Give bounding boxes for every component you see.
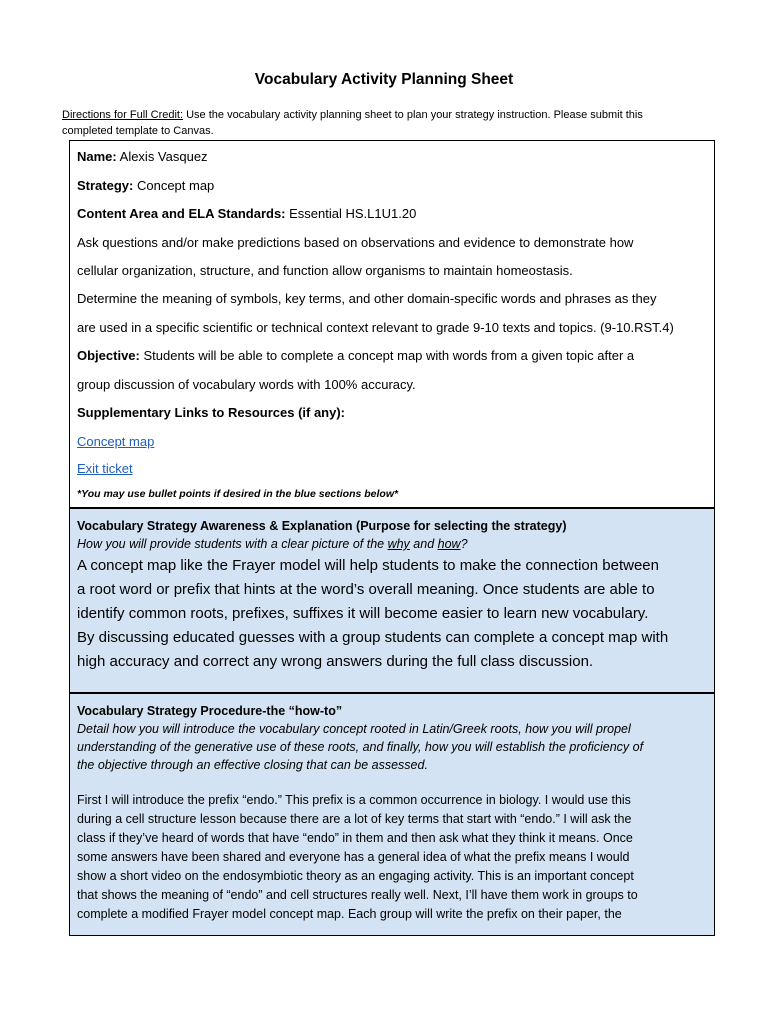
awareness-section [69, 508, 715, 693]
awareness-line-4: By discussing educated guesses with a group students can complete a concept map with [77, 629, 669, 646]
how-word: how [437, 537, 461, 551]
procedure-line-1: First I will introduce the prefix “endo.” This prefix is a common occurrence in biology. I would use this [77, 793, 631, 807]
strategy-row [77, 178, 214, 193]
page-title: Vocabulary Activity Planning Sheet [254, 71, 514, 88]
why-word: why [387, 537, 410, 551]
awareness-line-3: identify common roots, prefixes, suffixes it will become easier to learn new vocabulary. [77, 605, 649, 622]
name-row [77, 149, 208, 164]
procedure-line-3: class if they’ve heard of words that have “endo” in them and then ask what they think it means. Once [77, 831, 633, 845]
strategy-value: Concept map [133, 178, 215, 193]
awareness-sub-end: ? [460, 537, 468, 551]
awareness-line-2: a root word or prefix that hints at the word’s overall meaning. Once students are able to [77, 581, 655, 598]
objective-row [77, 348, 634, 363]
concept-map-link[interactable]: Concept map [77, 434, 155, 449]
procedure-sub-line-1: Detail how you will introduce the vocabulary concept rooted in Latin/Greek roots, how you will propel [77, 722, 631, 736]
strategy-label: Strategy: [77, 178, 134, 193]
awareness-line-1: A concept map like the Frayer model will help students to make the connection between [77, 557, 659, 574]
procedure-line-6: that shows the meaning of “endo” and cell structures really well. Next, I’ll have them work in groups to [77, 888, 638, 902]
content-area-value: Essential HS.L1U1.20 [285, 206, 417, 221]
awareness-line-5: high accuracy and correct any wrong answers during the full class discussion. [77, 653, 594, 670]
name-value: Alexis Vasquez [116, 149, 208, 164]
procedure-line-2: during a cell structure lesson because there are a lot of key terms that start with “endo.” I will ask the [77, 812, 632, 826]
standard-1-line-1: Ask questions and/or make predictions based on observations and evidence to demonstrate how [77, 235, 634, 250]
objective-text-1: Students will be able to complete a concept map with words from a given topic after a [139, 348, 635, 363]
directions-text-2: completed template to Canvas. [62, 124, 214, 137]
content-area-row [77, 206, 416, 221]
objective-text-2: group discussion of vocabulary words with 100% accuracy. [77, 377, 416, 392]
procedure-sub-line-2: understanding of the generative use of these roots, and finally, how you will establish the proficiency of [77, 740, 644, 754]
awareness-subheading [77, 535, 708, 553]
directions-label: Directions for Full Credit: [62, 109, 184, 121]
procedure-line-5: show a short video on the endosymbiotic theory as an engaging activity. This is an important concept [77, 869, 634, 883]
bullet-note: *You may use bullet points if desired in the blue sections below* [77, 488, 399, 500]
awareness-sub-and: and [409, 537, 438, 551]
procedure-sub-line-3: the objective through an effective closing that can be assessed. [77, 758, 428, 772]
name-label: Name: [77, 149, 117, 164]
content-area-label: Content Area and ELA Standards: [77, 206, 286, 221]
directions-text-1: Use the vocabulary activity planning sheet to plan your strategy instruction. Please submit this [183, 109, 643, 121]
exit-ticket-link[interactable]: Exit ticket [77, 461, 133, 476]
directions [62, 108, 712, 139]
objective-label: Objective: [77, 348, 140, 363]
procedure-line-7: complete a modified Frayer model concept map. Each group will write the prefix on their paper, the [77, 907, 622, 921]
standard-2-line-1: Determine the meaning of symbols, key terms, and other domain-specific words and phrases as they [77, 291, 657, 306]
procedure-section [69, 693, 715, 936]
procedure-line-4: some answers have been shared and everyone has a general idea of what the prefix means I would [77, 850, 630, 864]
standard-2-line-2: are used in a specific scientific or technical context relevant to grade 9-10 texts and topics. (9-10.RST.4) [77, 320, 674, 335]
info-section [69, 140, 715, 508]
standard-1-line-2: cellular organization, structure, and function allow organisms to maintain homeostasis. [77, 263, 573, 278]
awareness-sub-text: How you will provide students with a clear picture of the [77, 537, 388, 551]
links-label: Supplementary Links to Resources (if any): [77, 405, 346, 420]
awareness-heading: Vocabulary Strategy Awareness & Explanation (Purpose for selecting the strategy) [77, 519, 567, 533]
procedure-heading: Vocabulary Strategy Procedure-the “how-to” [77, 704, 343, 718]
